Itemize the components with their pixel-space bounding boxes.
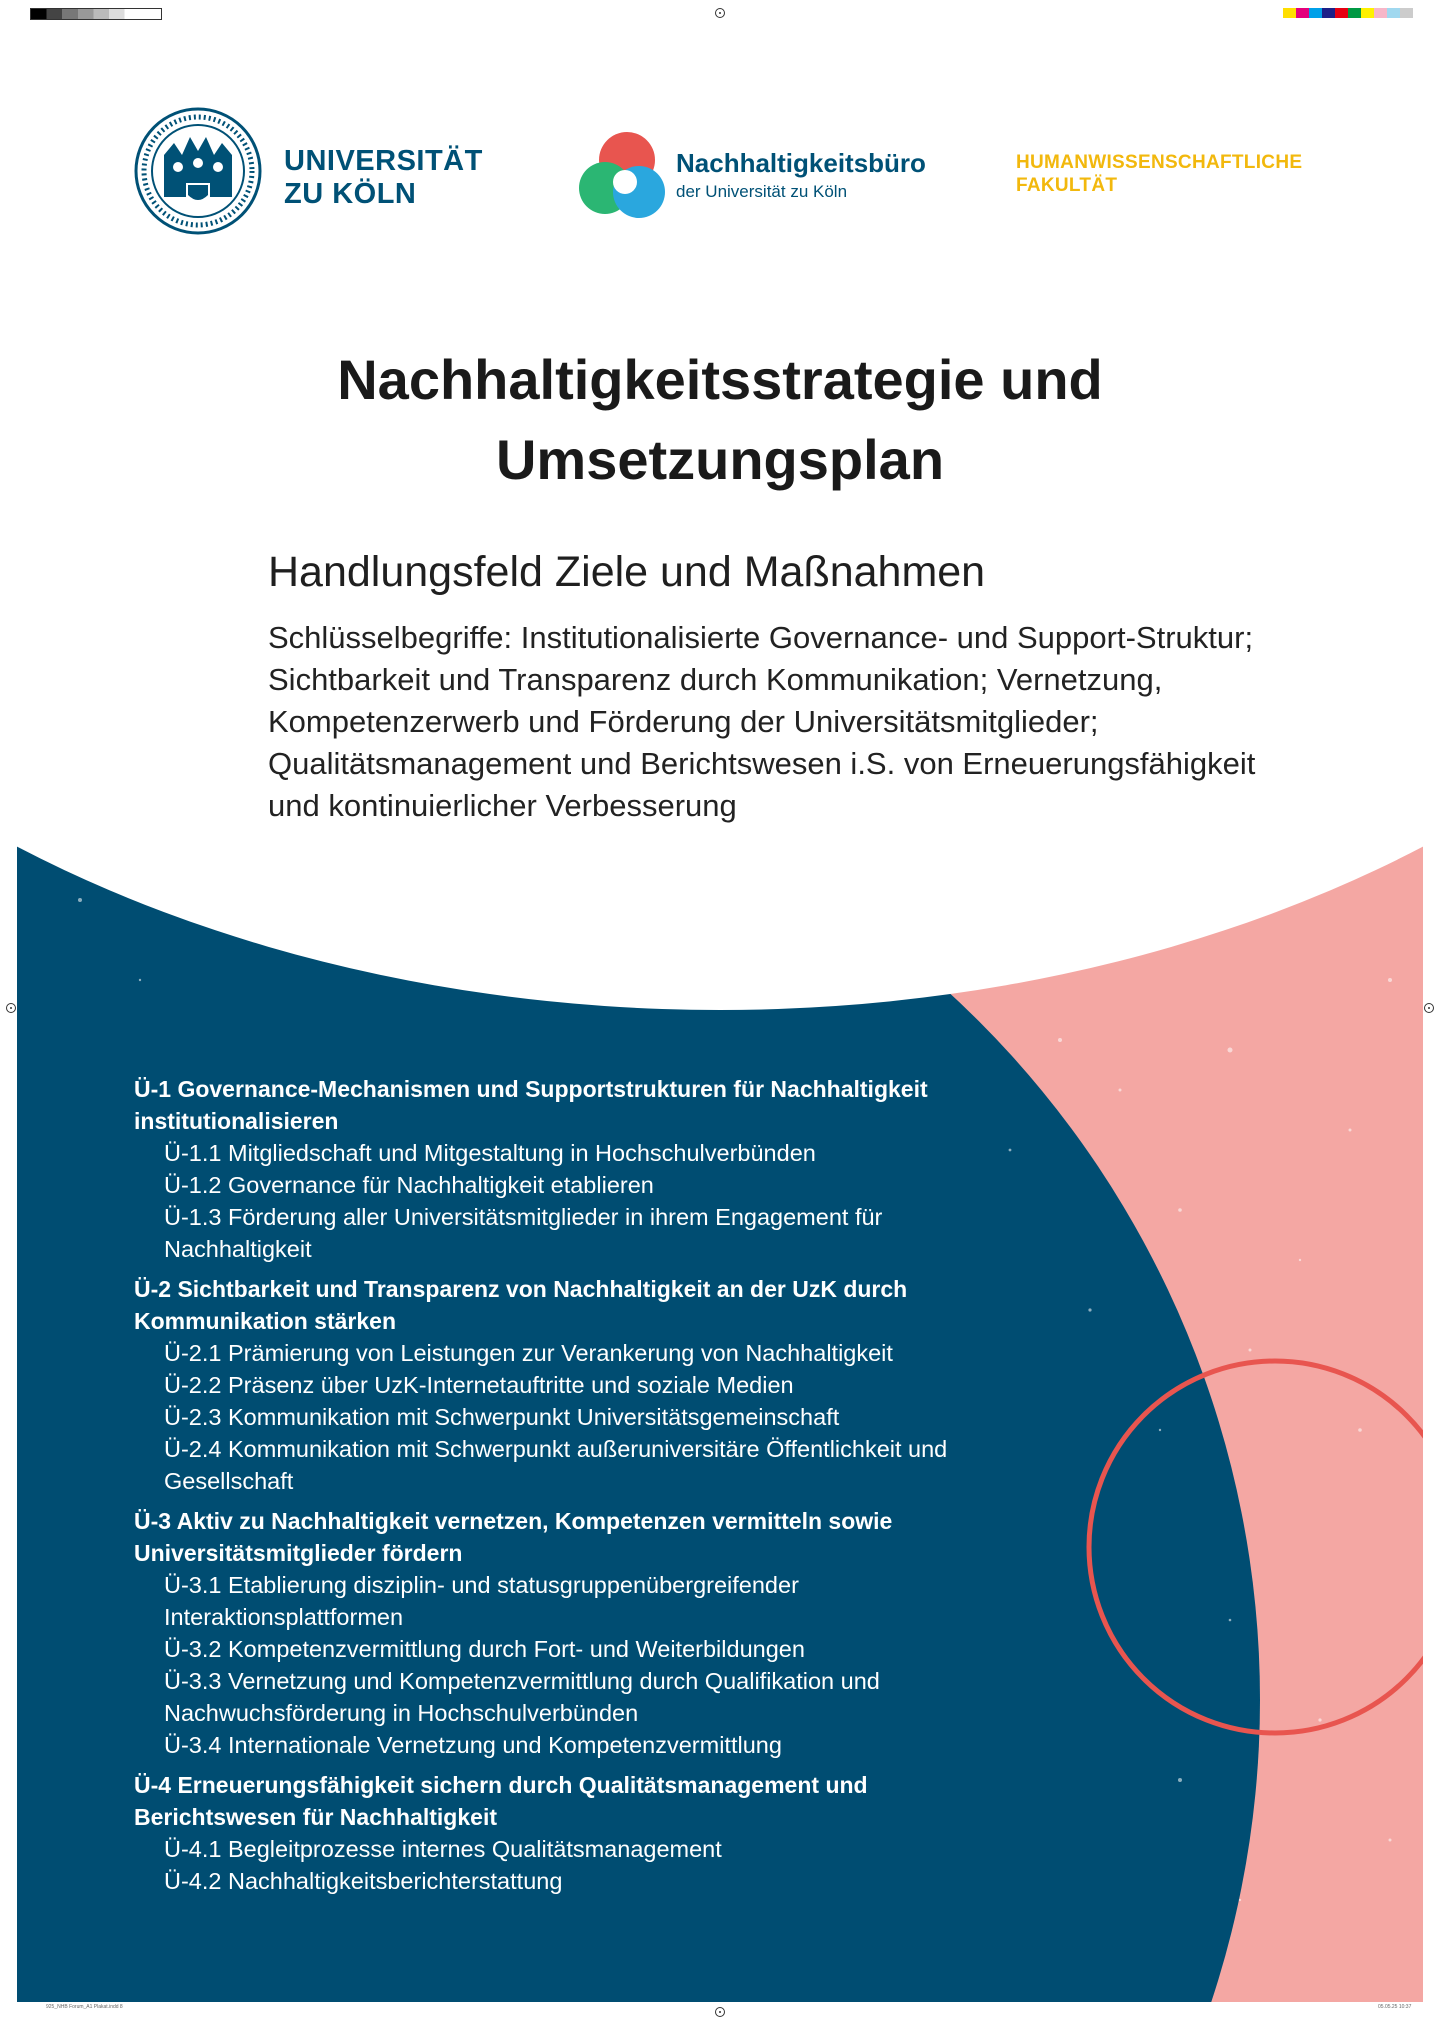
goal-item: Ü-2.2 Präsenz über UzK-Internetauftritte und soziale Medien bbox=[164, 1372, 794, 1398]
university-name-line2: ZU KÖLN bbox=[284, 178, 417, 210]
university-logo bbox=[134, 107, 494, 237]
goal-item: Ü-1.2 Governance für Nachhaltigkeit etablieren bbox=[164, 1172, 654, 1198]
goal-item: Ü-4.2 Nachhaltigkeitsberichterstattung bbox=[164, 1868, 563, 1894]
poster-title-line2: Umsetzungsplan bbox=[495, 428, 945, 491]
faculty-name bbox=[1016, 151, 1302, 197]
goal-heading: Ü-3 Aktiv zu Nachhaltigkeit vernetzen, Kompetenzen vermitteln sowie Universitätsmitglieder fördern bbox=[134, 1508, 893, 1566]
print-slug: 925_NHB Forum_A1 Plakat.indd 8 bbox=[46, 2004, 123, 2010]
goal-item: Ü-1.1 Mitgliedschaft und Mitgestaltung in Hochschulverbünden bbox=[164, 1140, 816, 1166]
color-bar-right bbox=[1283, 8, 1413, 18]
three-circles-logo-icon bbox=[575, 130, 667, 220]
poster-subtitle: Handlungsfeld Ziele und Maßnahmen bbox=[268, 548, 986, 596]
office-logo bbox=[575, 130, 955, 220]
goal-item: Ü-3.3 Vernetzung und Kompetenzvermittlung durch Qualifikation und Nachwuchsförderung in Hochschulverbünden bbox=[164, 1668, 880, 1726]
registration-mark-left bbox=[6, 1003, 16, 1013]
university-name-line1: UNIVERSITÄT bbox=[284, 145, 483, 177]
goal-heading: Ü-1 Governance-Mechanismen und Supportstrukturen für Nachhaltigkeit institutionalisieren bbox=[134, 1076, 928, 1134]
goal-heading: Ü-4 Erneuerungsfähigkeit sichern durch Qualitätsmanagement und Berichtswesen für Nachhaltigkeit bbox=[134, 1772, 868, 1830]
goal-heading: Ü-2 Sichtbarkeit und Transparenz von Nachhaltigkeit an der UzK durch Kommunikation stärken bbox=[134, 1276, 908, 1334]
print-date: 05.05.25 10:37 bbox=[1378, 2004, 1412, 2010]
goals-list bbox=[134, 1073, 1014, 1897]
office-title: Nachhaltigkeitsbüro bbox=[676, 148, 926, 178]
goal-item: Ü-1.3 Förderung aller Universitätsmitglieder in ihrem Engagement für Nachhaltigkeit bbox=[164, 1204, 883, 1262]
university-seal-icon bbox=[134, 107, 262, 235]
registration-mark-right bbox=[1424, 1003, 1434, 1013]
goal-item: Ü-3.4 Internationale Vernetzung und Kompetenzvermittlung bbox=[164, 1732, 782, 1758]
university-name bbox=[284, 145, 483, 211]
goal-item: Ü-2.1 Prämierung von Leistungen zur Verankerung von Nachhaltigkeit bbox=[164, 1340, 893, 1366]
faculty-name-line1: HUMANWISSENSCHAFTLICHE bbox=[1016, 152, 1303, 173]
registration-mark-top bbox=[715, 8, 725, 18]
registration-mark-bottom bbox=[715, 2007, 725, 2017]
poster-title-line1: Nachhaltigkeitsstrategie und bbox=[337, 348, 1103, 411]
goal-item: Ü-2.3 Kommunikation mit Schwerpunkt Universitätsgemeinschaft bbox=[164, 1404, 840, 1430]
keywords-text: Schlüsselbegriffe: Institutionalisierte Governance- und Support-Struktur; Sichtbarkeit und Transparenz durch Kommunikation; Vernetzung, Kompetenzerwerb und Förderung der Universitätsmitglieder; Qualitätsmanagement und Berichtswesen i.S. von Erneuerungsfähigkeit und kontinuierlicher Verbesserung bbox=[268, 620, 1256, 823]
goal-item: Ü-4.1 Begleitprozesse internes Qualitätsmanagement bbox=[164, 1836, 722, 1862]
goal-item: Ü-2.4 Kommunikation mit Schwerpunkt außeruniversitäre Öffentlichkeit und Gesellschaft bbox=[164, 1436, 948, 1494]
goal-item: Ü-3.1 Etablierung disziplin- und statusgruppenübergreifender Interaktionsplattformen bbox=[164, 1572, 799, 1630]
color-bar-left bbox=[30, 8, 162, 20]
office-subtitle: der Universität zu Köln bbox=[676, 182, 848, 201]
faculty-name-line2: FAKULTÄT bbox=[1016, 175, 1118, 196]
goal-item: Ü-3.2 Kompetenzvermittlung durch Fort- und Weiterbildungen bbox=[164, 1636, 805, 1662]
